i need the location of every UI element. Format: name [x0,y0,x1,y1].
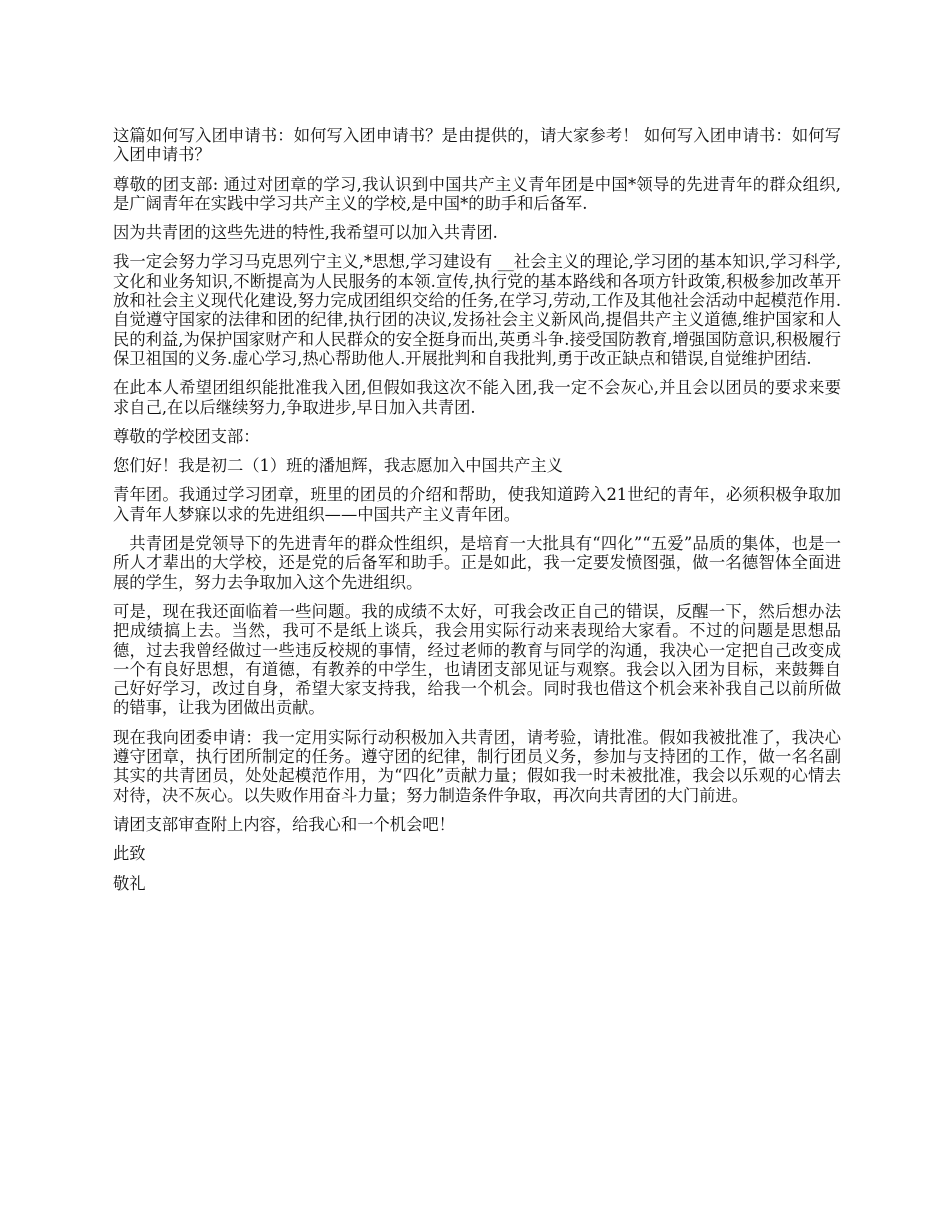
body-paragraph: 现在我向团委申请：我一定用实际行动积极加入共青团，请考验，请批准。假如我被批准了，我决心遵守团章，执行团所制定的任务。遵守团的纪律，制行团员义务，参加与支持团的工作，做一名名副其实的共青团员，处处起模范作用，为“四化”贡献力量；假如我一时未被批准，我会以乐观的心情去对待，决不灰心。以失败作用奋斗力量；努力制造条件争取，再次向共青团的大门前进。 [113,727,841,805]
intro-paragraph: 这篇如何写入团申请书：如何写入团申请书？是由提供的，请大家参考！ 如何写入团申请书：如何写入团申请书？ [113,126,841,165]
salutation-paragraph: 尊敬的团支部: 通过对团章的学习,我认识到中国共产主义青年团是中国*领导的先进青年的群众组织,是广阔青年在实践中学习共产主义的学校,是中国*的助手和后备军. [113,174,841,213]
document-page [113,126,841,903]
closing-line: 此致 [113,844,146,864]
greeting-line: 您们好！我是初二（1）班的潘旭辉，我志愿加入中国共产主义 [113,456,563,476]
body-paragraph: 在此本人希望团组织能批准我入团,但假如我这次不能入团,我一定不会灰心,并且会以团员的要求来要求自己,在以后继续努力,争取进步,早日加入共青团. [113,378,841,417]
body-paragraph: 我一定会努力学习马克思列宁主义,*思想,学习建设有 __社会主义的理论,学习团的基本知识,学习科学,文化和业务知识,不断提高为人民服务的本领.宣传,执行党的基本路线和各项方针政策,积极参加改革开放和社会主义现代化建设,努力完成团组织交给的任务,在学习,劳动,工作及其他社会活动中起模范作用.自觉遵守国家的法律和团的纪律,执行团的决议,发扬社会主义新风尚,提倡共产主义道德,维护国家和人民的利益,为保护国家财产和人民群众的安全挺身而出,英勇斗争.接受国防教育,增强国防意识,积极履行保卫祖国的义务.虚心学习,热心帮助他人.开展批判和自我批判,勇于改正缺点和错误,自觉维护团结. [113,252,841,368]
body-paragraph: 可是，现在我还面临着一些问题。我的成绩不太好，可我会改正自己的错误，反醒一下，然后想办法把成绩搞上去。当然，我可不是纸上谈兵，我会用实际行动来表现给大家看。不过的问题是思想品德，过去我曾经做过一些违反校规的事情，经过老师的教育与同学的沟通，我决心一定把自己改变成一个有良好思想，有道德，有教养的中学生，也请团支部见证与观察。我会以入团为目标，来鼓舞自己好好学习，改过自身，希望大家支持我，给我一个机会。同时我也借这个机会来补我自己以前所做的错事，让我为团做出贡献。 [113,601,841,718]
closing-request-line: 请团支部审查附上内容，给我心和一个机会吧！ [113,814,455,834]
salutation-line: 尊敬的学校团支部： [113,426,260,446]
body-paragraph: 因为共青团的这些先进的特性,我希望可以加入共青团. [113,223,498,243]
closing-line: 敬礼 [113,873,146,893]
body-paragraph: 共青团是党领导下的先进青年的群众性组织，是培育一大批具有“四化”“五爱”品质的集体，也是一所人才辈出的大学校，还是党的后备军和助手。正是如此，我一定要发愤图强，做一名德智体全面进展的学生，努力去争取加入这个先进组织。 [113,534,841,592]
body-paragraph: 青年团。我通过学习团章，班里的团员的介绍和帮助，使我知道跨入21世纪的青年，必须积极争取加入青年人梦寐以求的先进组织——中国共产主义青年团。 [113,485,841,524]
